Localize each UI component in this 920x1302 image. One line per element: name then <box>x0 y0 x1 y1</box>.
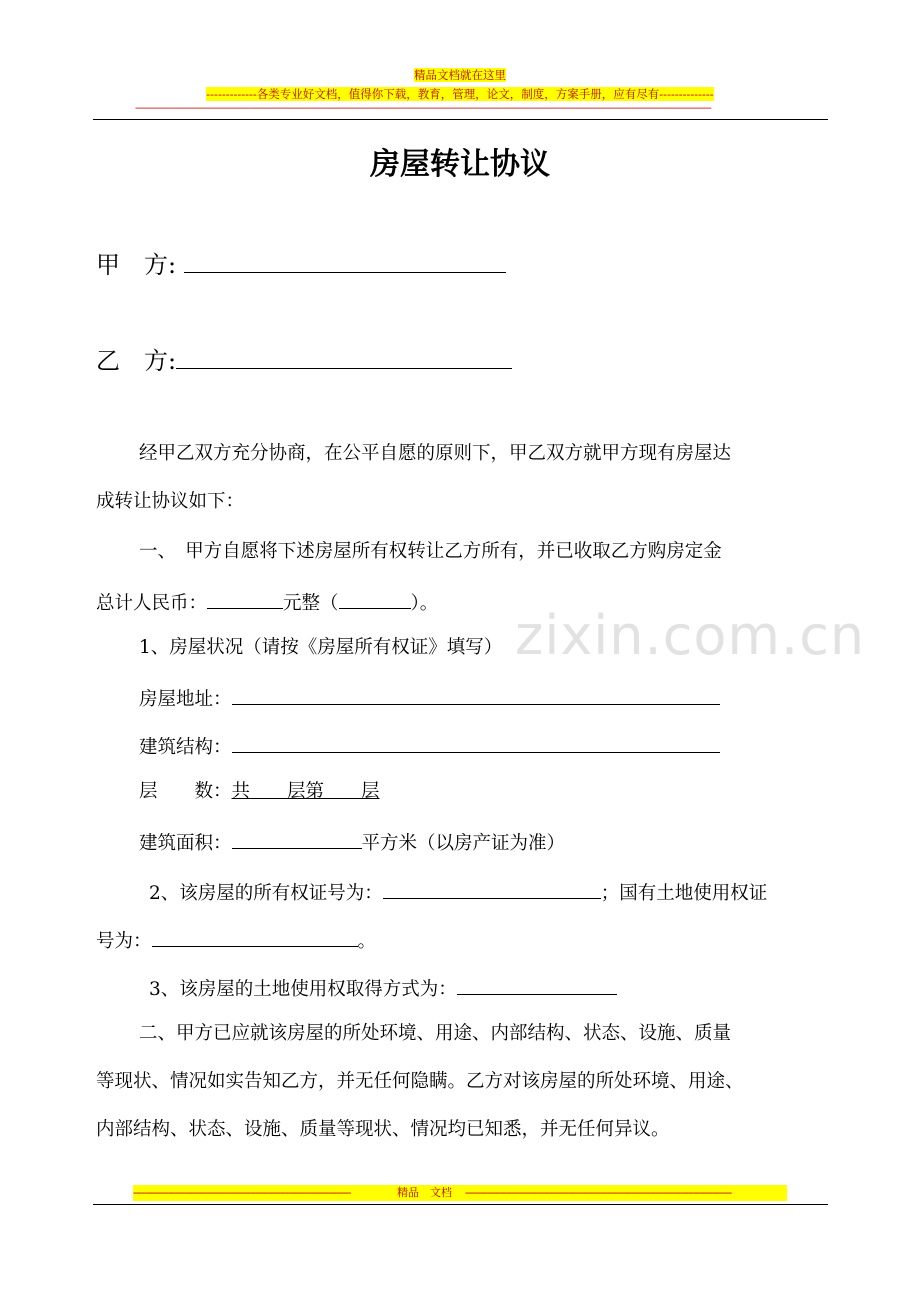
deposit-close: ）。 <box>410 593 439 614</box>
address-blank <box>232 682 720 705</box>
intro-line-2: 成转让协议如下： <box>96 491 245 512</box>
floors-row <box>139 778 380 806</box>
party-b-blank <box>176 342 512 369</box>
deposit-words-blank <box>339 586 411 609</box>
footer-banner <box>133 1185 787 1201</box>
header-line-1: 精品文档就在这里 <box>414 68 506 82</box>
land-cert-blank <box>152 924 358 947</box>
area-label: 建筑面积： <box>139 833 232 854</box>
party-a-label: 甲 方: <box>96 251 177 279</box>
land-use-label: 3、该房屋的土地使用权取得方式为： <box>149 979 457 1000</box>
structure-label: 建筑结构： <box>139 737 232 758</box>
land-cert-label: ；国有土地使用权证 <box>600 883 768 904</box>
area-row <box>139 826 565 858</box>
certificate-label: 2、该房屋的所有权证号为： <box>149 883 383 904</box>
address-label: 房屋地址： <box>139 689 232 710</box>
structure-row <box>139 730 720 762</box>
article-2-line-1: 二、甲方已应就该房屋的所处环境、用途、内部结构、状态、设施、质量 <box>139 1023 732 1044</box>
item-2-line-2 <box>96 924 376 956</box>
header-slogan <box>0 85 920 102</box>
deposit-amount-blank <box>207 586 283 609</box>
header-banner <box>0 66 920 83</box>
item-2-line-1 <box>149 876 767 908</box>
item-2-period: 。 <box>357 931 377 952</box>
footer-rule <box>93 1204 828 1205</box>
document-title: 房屋转让协议 <box>370 147 550 182</box>
deposit-label: 总计人民币： <box>96 593 208 614</box>
footer-dashes-left: -------------------------------------------------------------------------------- <box>133 1186 351 1199</box>
intro-line-1: 经甲乙双方充分协商，在公平自愿的原则下，甲乙双方就甲方现有房屋达 <box>139 443 732 464</box>
footer-dashes-right: -------------------------------------------------------------------------------------------------- <box>465 1186 732 1199</box>
footer-center-text: 精品 文档 <box>397 1186 452 1199</box>
article-2-line-3: 内部结构、状态、设施、质量等现状、情况均已知悉，并无任何异议。 <box>96 1119 670 1140</box>
item-1-heading: 1、房屋状况（请按《房屋所有权证》填写） <box>139 637 503 658</box>
header-line-2: -------------各类专业好文档，值得你下载，教育，管理，论文，制度，方案手册，应有尽有-------------- <box>206 87 714 101</box>
header-dash-line: -------------------------------------------------------------------------------------------------------------------------------------------------------------------------------------------------------------------------------------------------- <box>135 103 711 114</box>
watermark: zixin.com.cn <box>515 604 866 667</box>
article-1-line-2 <box>96 586 438 618</box>
structure-blank <box>232 730 720 753</box>
article-2-line-2: 等现状、情况如实告知乙方，并无任何隐瞒。乙方对该房屋的所处环境、用途、 <box>96 1071 744 1092</box>
floors-value: 共 层第 层 <box>231 781 380 802</box>
item-3-row <box>149 972 617 1004</box>
article-1-line-1: 一、 甲方自愿将下述房屋所有权转让乙方所有，并已收取乙方购房定金 <box>139 541 722 562</box>
party-b-row <box>96 342 512 378</box>
floors-label: 层 数： <box>139 781 232 802</box>
land-cert-label-end: 号为： <box>96 931 152 952</box>
address-row <box>139 682 720 714</box>
land-use-blank <box>457 972 617 995</box>
party-a-row <box>96 246 506 282</box>
certificate-blank <box>383 876 601 899</box>
party-a-blank <box>184 246 506 273</box>
header-rule <box>93 119 828 120</box>
party-b-label: 乙 方: <box>96 347 177 375</box>
area-suffix: 平方米（以房产证为准） <box>361 833 566 854</box>
area-blank <box>232 826 362 849</box>
deposit-unit: 元整（ <box>283 593 339 614</box>
